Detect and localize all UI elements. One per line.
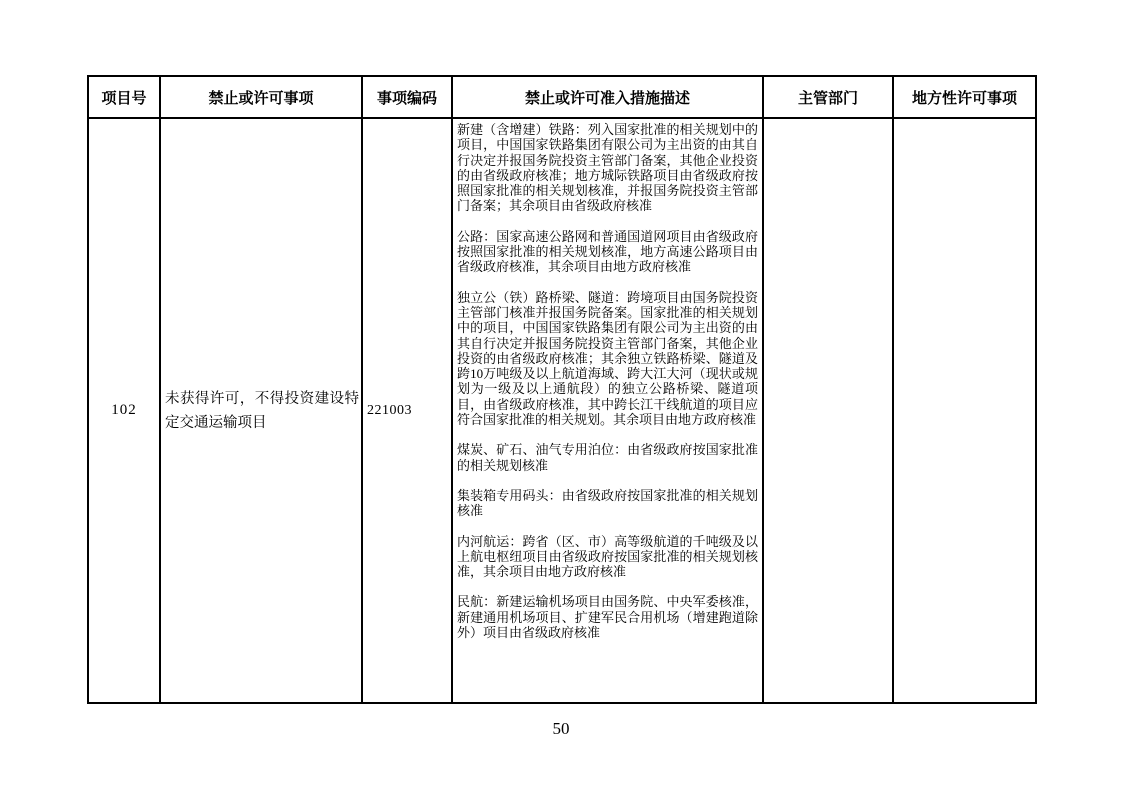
measure-paragraph-container-terminal: 集装箱专用码头：由省级政府按国家批准的相关规划核准 <box>457 487 758 519</box>
measure-paragraph-highway: 公路：国家高速公路网和普通国道网项目由省级政府按照国家批准的相关规划核准，地方高速公路项目由省级政府核准，其余项目由地方政府核准 <box>457 228 758 275</box>
page-number: 50 <box>552 719 570 738</box>
measure-paragraph-inland-waterway: 内河航运：跨省（区、市）高等级航道的千吨级及以上航电枢纽项目由省级政府按国家批准的相关规划核准，其余项目由地方政府核准 <box>457 533 758 580</box>
cell-project-no: 102 <box>88 118 160 703</box>
cell-prohibited-item: 未获得许可，不得投资建设特定交通运输项目 <box>160 118 362 703</box>
cell-item-code: 221003 <box>362 118 452 703</box>
col-header-item-code: 事项编码 <box>362 76 452 118</box>
table-header-row <box>88 76 1036 118</box>
measure-paragraph-berths: 煤炭、矿石、油气专用泊位：由省级政府按国家批准的相关规划核准 <box>457 442 758 473</box>
table-row <box>88 118 1036 703</box>
measures-table <box>87 75 1037 704</box>
col-header-local-licensing: 地方性许可事项 <box>893 76 1036 118</box>
cell-authority <box>763 118 893 703</box>
measure-paragraph-bridge-tunnel: 独立公（铁）路桥梁、隧道：跨境项目由国务院投资主管部门核准并报国务院备案。国家批准的相关规划中的项目，中国国家铁路集团有限公司为主出资的由其自行决定并报国务院投资主管部门备案，其他企业投资的由省级政府核准；其余独立铁路桥梁、隧道及跨10万吨级及以上航道海域、跨大江大河（现状或规划为一级及以上通航段）的独立公路桥梁、隧道项目，由省级政府核准，其中跨长江干线航道的项目应符合国家批准的相关规划。其余项目由地方政府核准 <box>457 289 758 428</box>
col-header-prohibited-item: 禁止或许可事项 <box>160 76 362 118</box>
col-header-project-no: 项目号 <box>88 76 160 118</box>
cell-local-licensing <box>893 118 1036 703</box>
measure-paragraph-railway: 新建（含增建）铁路：列入国家批准的相关规划中的项目，中国国家铁路集团有限公司为主出资的由其自行决定并报国务院投资主管部门备案，其他企业投资的由省级政府核准；地方城际铁路项目由省级政府按照国家批准的相关规划核准，并报国务院投资主管部门备案；其余项目由省级政府核准 <box>457 122 758 214</box>
measure-paragraph-civil-aviation: 民航：新建运输机场项目由国务院、中央军委核准，新建通用机场项目、扩建军民合用机场（增建跑道除外）项目由省级政府核准 <box>457 594 758 641</box>
col-header-authority: 主管部门 <box>763 76 893 118</box>
cell-measure-description <box>452 118 763 703</box>
col-header-measure-description: 禁止或许可准入措施描述 <box>452 76 763 118</box>
